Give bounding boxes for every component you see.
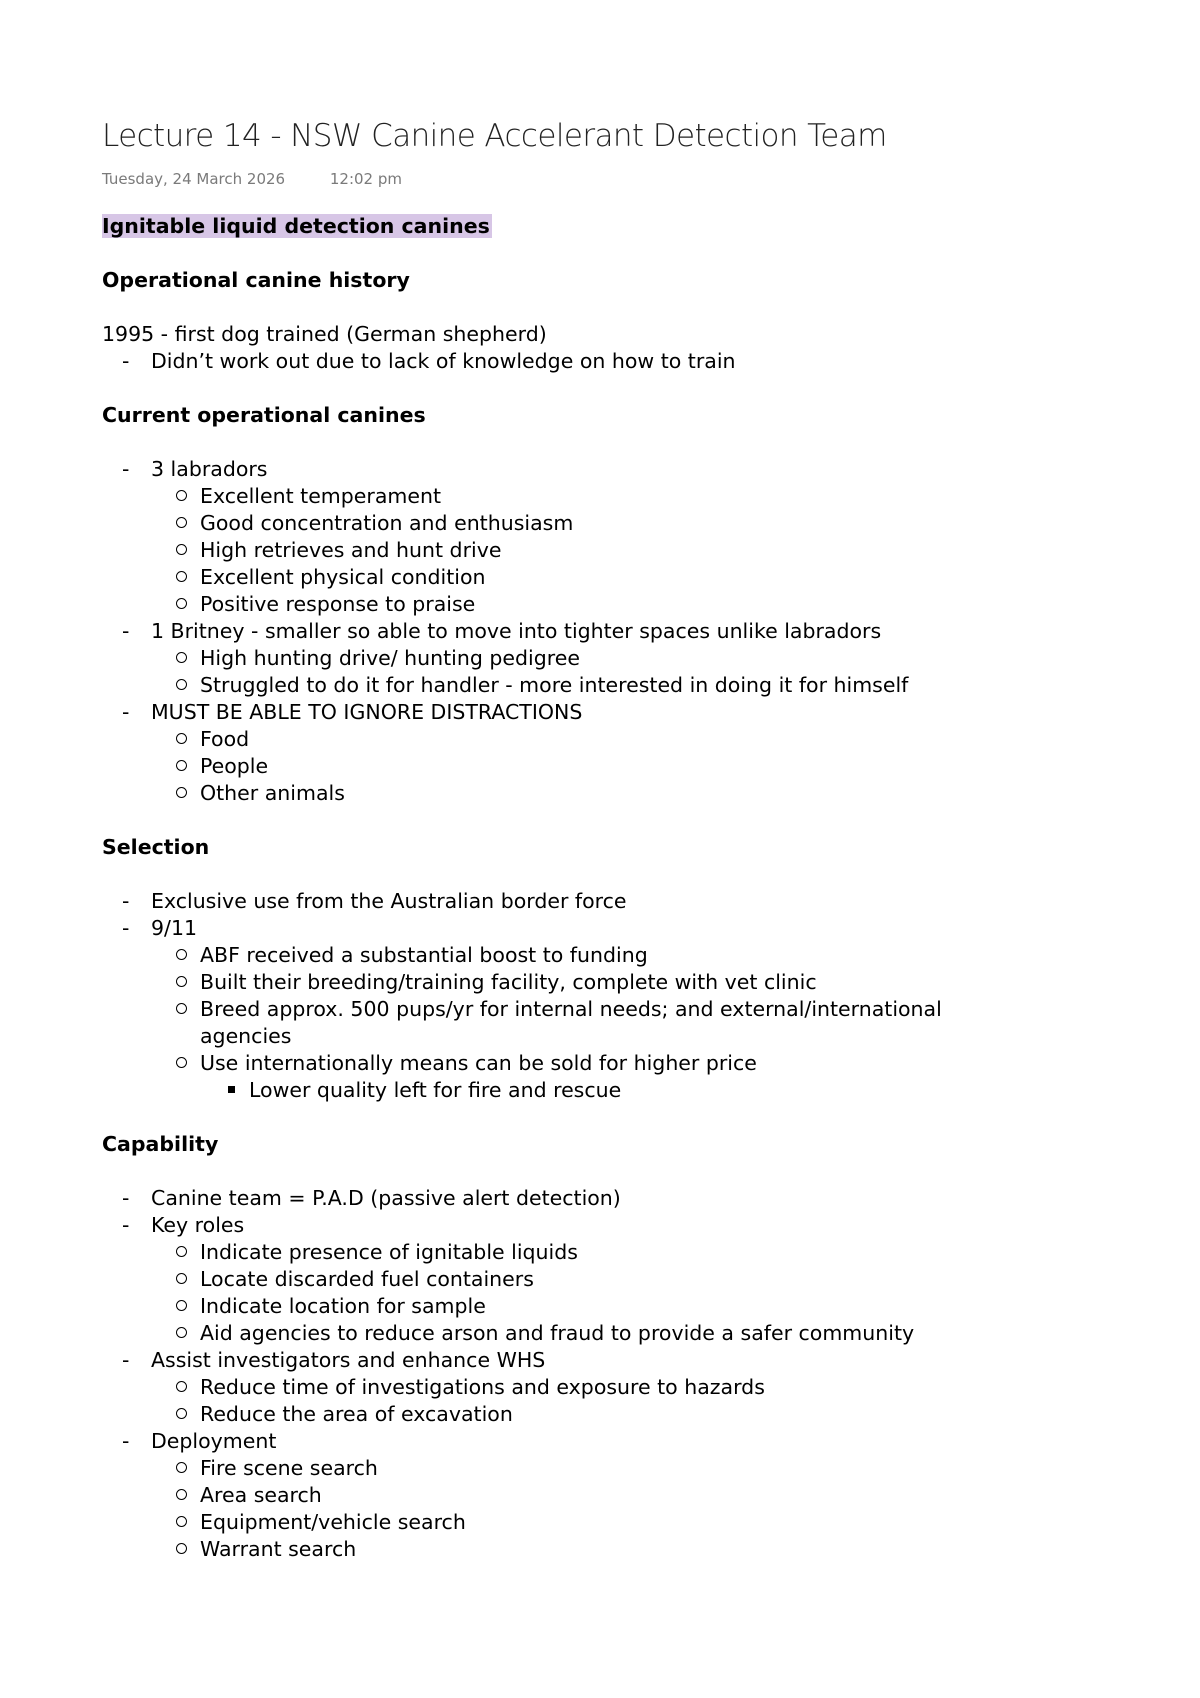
circle-bullet-icon: [166, 1293, 196, 1320]
dash-bullet: -: [122, 1348, 130, 1372]
circle-bullet-icon: [166, 1266, 196, 1293]
sub-list-item: Locate discarded fuel containers: [102, 1266, 1102, 1293]
dash-bullet: -: [122, 1429, 130, 1453]
circle-bullet-icon: [166, 591, 196, 618]
sub-list-item: Excellent temperament: [102, 483, 1102, 510]
list-item: - Exclusive use from the Australian border force: [122, 889, 627, 913]
circle-bullet-icon: [166, 645, 196, 672]
sub-list-item: Reduce the area of excavation: [102, 1401, 1102, 1428]
sub-list-item: Struggled to do it for handler - more interested in doing it for himself: [102, 672, 1102, 699]
sub-list-item: Excellent physical condition: [102, 564, 1102, 591]
dash-bullet: -: [122, 619, 130, 643]
list-item: - 1 Britney - smaller so able to move into tighter spaces unlike labradors: [122, 619, 882, 643]
sub-list-item: Food: [102, 726, 1102, 753]
sub-list-item: ABF received a substantial boost to funding: [102, 942, 1102, 969]
circle-bullet-icon: [166, 1374, 196, 1401]
circle-bullet-icon: [166, 672, 196, 699]
circle-bullet-icon: [166, 537, 196, 564]
page-time: 12:02 pm: [329, 170, 403, 188]
sub-list-item: Built their breeding/training facility, complete with vet clinic: [102, 969, 1102, 996]
sub-list-item: Reduce time of investigations and exposure to hazards: [102, 1374, 1102, 1401]
sub-list-item: Use internationally means can be sold for higher price: [102, 1050, 1102, 1077]
circle-bullet-icon: [166, 1401, 196, 1428]
circle-bullet-icon: [166, 780, 196, 807]
circle-bullet-icon: [166, 726, 196, 753]
history-heading: Operational canine history: [102, 268, 410, 292]
square-bullet-icon: [216, 1077, 246, 1104]
history-line: 1995 - first dog trained (German shepherd): [102, 322, 547, 346]
sub-list-item: Indicate presence of ignitable liquids: [102, 1239, 1102, 1266]
circle-bullet-icon: [166, 1455, 196, 1482]
selection-heading: Selection: [102, 835, 210, 859]
dash-bullet: -: [122, 889, 130, 913]
current-heading: Current operational canines: [102, 403, 426, 427]
note-body: [102, 213, 1102, 1563]
page-title: Lecture 14 - NSW Canine Accelerant Detection Team: [102, 118, 887, 154]
circle-bullet-icon: [166, 996, 196, 1023]
sub-list-item: Aid agencies to reduce arson and fraud to provide a safer community: [102, 1320, 1102, 1347]
list-item: - Canine team = P.A.D (passive alert detection): [122, 1186, 621, 1210]
sub-list-item: High retrieves and hunt drive: [102, 537, 1102, 564]
sub-list-item: Warrant search: [102, 1536, 1102, 1563]
sub-list-item: Equipment/vehicle search: [102, 1509, 1102, 1536]
circle-bullet-icon: [166, 942, 196, 969]
sub-list-item: Good concentration and enthusiasm: [102, 510, 1102, 537]
list-item: - Assist investigators and enhance WHS: [122, 1348, 546, 1372]
circle-bullet-icon: [166, 1509, 196, 1536]
section-heading-main: [102, 213, 1102, 240]
circle-bullet-icon: [166, 1482, 196, 1509]
page-date: Tuesday, 24 March 2026: [102, 170, 286, 188]
dash-bullet: -: [122, 349, 130, 373]
dash-bullet: -: [122, 916, 130, 940]
list-item: - Key roles: [122, 1213, 245, 1237]
sub-list-item: People: [102, 753, 1102, 780]
circle-bullet-icon: [166, 1239, 196, 1266]
circle-bullet-icon: [166, 1536, 196, 1563]
circle-bullet-icon: [166, 753, 196, 780]
circle-bullet-icon: [166, 564, 196, 591]
list-item: - Didn’t work out due to lack of knowledge on how to train: [122, 349, 736, 373]
list-item: - MUST BE ABLE TO IGNORE DISTRACTIONS: [122, 700, 583, 724]
list-item: - 3 labradors: [122, 457, 268, 481]
capability-heading: Capability: [102, 1132, 219, 1156]
sub-list-item: Indicate location for sample: [102, 1293, 1102, 1320]
dash-bullet: -: [122, 457, 130, 481]
sub-sub-list-item: Lower quality left for fire and rescue: [102, 1077, 1102, 1104]
circle-bullet-icon: [166, 1050, 196, 1077]
sub-list-item-continuation: agencies: [200, 1024, 292, 1048]
circle-bullet-icon: [166, 1320, 196, 1347]
circle-bullet-icon: [166, 483, 196, 510]
highlighted-heading: Ignitable liquid detection canines: [102, 214, 490, 238]
list-item: - Deployment: [122, 1429, 277, 1453]
dash-bullet: -: [122, 1213, 130, 1237]
dash-bullet: -: [122, 700, 130, 724]
circle-bullet-icon: [166, 510, 196, 537]
sub-list-item: Area search: [102, 1482, 1102, 1509]
sub-list-item: Other animals: [102, 780, 1102, 807]
sub-list-item: Positive response to praise: [102, 591, 1102, 618]
sub-list-item: High hunting drive/ hunting pedigree: [102, 645, 1102, 672]
circle-bullet-icon: [166, 969, 196, 996]
list-item: - 9/11: [122, 916, 198, 940]
dash-bullet: -: [122, 1186, 130, 1210]
sub-list-item: Fire scene search: [102, 1455, 1102, 1482]
sub-list-item: Breed approx. 500 pups/yr for internal needs; and external/international: [102, 996, 1102, 1023]
